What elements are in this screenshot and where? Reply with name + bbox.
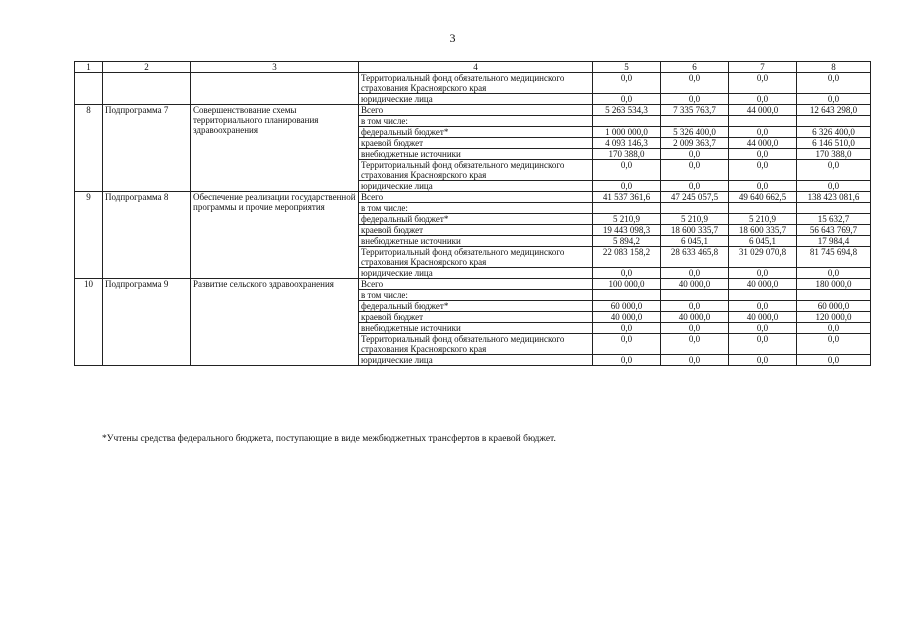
value-cell: 0,0 <box>593 73 661 94</box>
program-name-cell: Подпрограмма 7 <box>103 105 191 192</box>
row-index-cell: 10 <box>75 279 103 366</box>
value-cell: 2 009 363,7 <box>661 138 729 149</box>
value-cell <box>593 116 661 127</box>
value-cell <box>593 203 661 214</box>
column-header: 2 <box>103 62 191 73</box>
value-cell <box>729 203 797 214</box>
value-cell: 40 000,0 <box>593 312 661 323</box>
value-cell: 6 146 510,0 <box>797 138 871 149</box>
value-cell: 18 600 335,7 <box>661 225 729 236</box>
value-cell: 0,0 <box>729 181 797 192</box>
row-index-cell <box>75 73 103 105</box>
value-cell: 0,0 <box>593 355 661 366</box>
funding-source-cell: юридические лица <box>359 94 593 105</box>
value-cell: 5 326 400,0 <box>661 127 729 138</box>
funding-source-cell: Территориальный фонд обязательного медицинского страхования Красноярского края <box>359 160 593 181</box>
column-header: 4 <box>359 62 593 73</box>
funding-source-cell: в том числе: <box>359 116 593 127</box>
value-cell <box>661 203 729 214</box>
column-header: 5 <box>593 62 661 73</box>
value-cell: 0,0 <box>729 127 797 138</box>
value-cell <box>729 290 797 301</box>
value-cell: 15 632,7 <box>797 214 871 225</box>
value-cell: 0,0 <box>661 181 729 192</box>
table-row <box>75 279 871 290</box>
row-index-cell: 8 <box>75 105 103 192</box>
value-cell: 0,0 <box>797 94 871 105</box>
value-cell: 44 000,0 <box>729 138 797 149</box>
value-cell: 0,0 <box>729 94 797 105</box>
footnote: *Учтены средства федерального бюджета, поступающие в виде межбюджетных трансфертов в краевой бюджет. <box>102 434 556 444</box>
value-cell: 120 000,0 <box>797 312 871 323</box>
funding-source-cell: Всего <box>359 279 593 290</box>
value-cell <box>661 116 729 127</box>
value-cell: 0,0 <box>729 355 797 366</box>
value-cell: 138 423 081,6 <box>797 192 871 203</box>
funding-source-cell: краевой бюджет <box>359 138 593 149</box>
table-row <box>75 192 871 203</box>
value-cell: 47 245 057,5 <box>661 192 729 203</box>
value-cell: 41 537 361,6 <box>593 192 661 203</box>
column-header: 8 <box>797 62 871 73</box>
program-title-cell: Обеспечение реализации государственной программы и прочие мероприятия <box>191 192 359 279</box>
value-cell: 0,0 <box>797 268 871 279</box>
value-cell: 170 388,0 <box>797 149 871 160</box>
value-cell <box>661 290 729 301</box>
value-cell: 31 029 070,8 <box>729 247 797 268</box>
value-cell: 0,0 <box>729 268 797 279</box>
value-cell: 6 045,1 <box>661 236 729 247</box>
value-cell: 81 745 694,8 <box>797 247 871 268</box>
value-cell: 0,0 <box>797 73 871 94</box>
table-row <box>75 73 871 94</box>
column-header: 6 <box>661 62 729 73</box>
value-cell: 40 000,0 <box>661 279 729 290</box>
program-name-cell: Подпрограмма 9 <box>103 279 191 366</box>
funding-source-cell: Территориальный фонд обязательного медицинского страхования Красноярского края <box>359 73 593 94</box>
funding-source-cell: в том числе: <box>359 290 593 301</box>
value-cell: 0,0 <box>661 355 729 366</box>
budget-table <box>74 61 871 366</box>
value-cell: 5 894,2 <box>593 236 661 247</box>
value-cell: 22 083 158,2 <box>593 247 661 268</box>
program-title-cell: Развитие сельского здравоохранения <box>191 279 359 366</box>
value-cell: 0,0 <box>661 160 729 181</box>
value-cell: 5 210,9 <box>661 214 729 225</box>
value-cell: 170 388,0 <box>593 149 661 160</box>
program-name-cell: Подпрограмма 8 <box>103 192 191 279</box>
page-number: 3 <box>449 31 456 45</box>
value-cell: 5 263 534,3 <box>593 105 661 116</box>
value-cell: 6 045,1 <box>729 236 797 247</box>
value-cell: 7 335 763,7 <box>661 105 729 116</box>
value-cell: 0,0 <box>729 301 797 312</box>
value-cell: 0,0 <box>661 334 729 355</box>
value-cell: 0,0 <box>593 334 661 355</box>
value-cell: 0,0 <box>729 323 797 334</box>
value-cell <box>797 290 871 301</box>
column-number-row <box>75 62 871 73</box>
value-cell: 12 643 298,0 <box>797 105 871 116</box>
value-cell <box>797 116 871 127</box>
funding-source-cell: Территориальный фонд обязательного медицинского страхования Красноярского края <box>359 247 593 268</box>
funding-source-cell: федеральный бюджет* <box>359 214 593 225</box>
value-cell: 17 984,4 <box>797 236 871 247</box>
value-cell: 0,0 <box>729 73 797 94</box>
column-header: 7 <box>729 62 797 73</box>
program-title-cell: Совершенствование схемы территориального планирования здравоохранения <box>191 105 359 192</box>
column-header: 3 <box>191 62 359 73</box>
value-cell: 6 326 400,0 <box>797 127 871 138</box>
funding-source-cell: краевой бюджет <box>359 225 593 236</box>
value-cell: 40 000,0 <box>729 312 797 323</box>
value-cell: 0,0 <box>661 73 729 94</box>
funding-source-cell: в том числе: <box>359 203 593 214</box>
funding-source-cell: юридические лица <box>359 181 593 192</box>
value-cell: 0,0 <box>593 268 661 279</box>
value-cell: 100 000,0 <box>593 279 661 290</box>
value-cell: 56 643 769,7 <box>797 225 871 236</box>
value-cell: 0,0 <box>729 160 797 181</box>
funding-source-cell: федеральный бюджет* <box>359 127 593 138</box>
value-cell <box>729 116 797 127</box>
value-cell: 40 000,0 <box>729 279 797 290</box>
value-cell: 0,0 <box>729 334 797 355</box>
value-cell: 0,0 <box>661 149 729 160</box>
funding-source-cell: краевой бюджет <box>359 312 593 323</box>
table-body <box>75 62 871 366</box>
row-index-cell: 9 <box>75 192 103 279</box>
program-name-cell <box>103 73 191 105</box>
value-cell: 0,0 <box>593 160 661 181</box>
value-cell: 0,0 <box>593 181 661 192</box>
funding-source-cell: внебюджетные источники <box>359 323 593 334</box>
value-cell: 0,0 <box>661 94 729 105</box>
value-cell: 60 000,0 <box>593 301 661 312</box>
funding-source-cell: внебюджетные источники <box>359 149 593 160</box>
value-cell: 44 000,0 <box>729 105 797 116</box>
value-cell <box>797 203 871 214</box>
value-cell: 0,0 <box>661 323 729 334</box>
funding-source-cell: Всего <box>359 192 593 203</box>
value-cell: 4 093 146,3 <box>593 138 661 149</box>
value-cell: 0,0 <box>661 301 729 312</box>
program-title-cell <box>191 73 359 105</box>
value-cell: 0,0 <box>797 323 871 334</box>
value-cell: 0,0 <box>797 160 871 181</box>
funding-source-cell: федеральный бюджет* <box>359 301 593 312</box>
value-cell: 0,0 <box>593 323 661 334</box>
value-cell: 0,0 <box>797 334 871 355</box>
value-cell: 49 640 662,5 <box>729 192 797 203</box>
value-cell: 0,0 <box>797 181 871 192</box>
value-cell: 60 000,0 <box>797 301 871 312</box>
value-cell: 5 210,9 <box>593 214 661 225</box>
value-cell: 19 443 098,3 <box>593 225 661 236</box>
value-cell: 0,0 <box>661 268 729 279</box>
funding-source-cell: Всего <box>359 105 593 116</box>
value-cell: 1 000 000,0 <box>593 127 661 138</box>
value-cell: 0,0 <box>797 355 871 366</box>
value-cell: 180 000,0 <box>797 279 871 290</box>
funding-source-cell: юридические лица <box>359 355 593 366</box>
value-cell: 18 600 335,7 <box>729 225 797 236</box>
column-header: 1 <box>75 62 103 73</box>
value-cell <box>593 290 661 301</box>
table-row <box>75 105 871 116</box>
funding-source-cell: Территориальный фонд обязательного медицинского страхования Красноярского края <box>359 334 593 355</box>
funding-source-cell: внебюджетные источники <box>359 236 593 247</box>
value-cell: 5 210,9 <box>729 214 797 225</box>
funding-source-cell: юридические лица <box>359 268 593 279</box>
value-cell: 40 000,0 <box>661 312 729 323</box>
value-cell: 0,0 <box>593 94 661 105</box>
value-cell: 0,0 <box>729 149 797 160</box>
value-cell: 28 633 465,8 <box>661 247 729 268</box>
